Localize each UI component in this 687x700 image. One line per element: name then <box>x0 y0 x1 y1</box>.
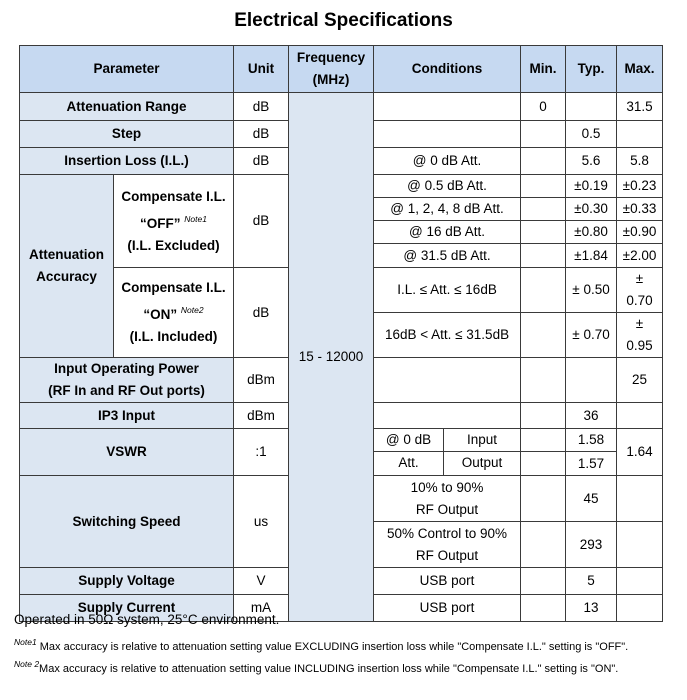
vswr-input-label: Input <box>467 432 498 447</box>
row-min <box>521 429 566 452</box>
row-param: Supply Voltage <box>20 568 234 595</box>
switching-cond1-line2: RF Output <box>415 501 479 517</box>
row-typ: 1.57 <box>566 452 617 476</box>
header-typ: Typ. <box>566 46 617 93</box>
row-min <box>521 522 566 568</box>
row-min <box>521 175 566 198</box>
frequency-value: 15 - 12000 <box>289 93 374 622</box>
row-min <box>521 313 566 358</box>
row-typ: 1.58 <box>566 429 617 452</box>
row-cond: @ 0.5 dB Att. <box>374 175 521 198</box>
row-unit: :1 <box>234 429 289 476</box>
row-typ <box>566 358 617 403</box>
row-unit: dB <box>234 268 289 358</box>
compensate-on-label <box>114 268 234 358</box>
row-param: Step <box>20 121 234 148</box>
compensate-off-line2-wrap <box>118 208 229 235</box>
row-typ: ± 0.50 <box>566 268 617 313</box>
row-cond <box>374 429 521 452</box>
row-max <box>617 595 663 622</box>
row-min <box>521 148 566 175</box>
header-frequency-line1: Frequency <box>296 50 366 65</box>
compensate-off-line3: (I.L. Excluded) <box>127 237 220 253</box>
row-cond: @ 0 dB Att. <box>374 148 521 175</box>
row-cond <box>374 93 521 121</box>
row-max: ±0.23 <box>617 175 663 198</box>
row-typ: ±0.80 <box>566 221 617 244</box>
row-param: IP3 Input <box>20 403 234 429</box>
row-cond <box>374 403 521 429</box>
footnote-1 <box>14 637 628 653</box>
row-cond <box>374 121 521 148</box>
row-cond: 16dB < Att. ≤ 31.5dB <box>374 313 521 358</box>
row-unit: dB <box>234 93 289 121</box>
switching-cond2-line2: RF Output <box>415 547 479 563</box>
row-min <box>521 476 566 522</box>
row-typ: ± 0.70 <box>566 313 617 358</box>
row-typ: 0.5 <box>566 121 617 148</box>
table-header-row <box>20 46 663 93</box>
row-max: ±0.90 <box>617 221 663 244</box>
row-max <box>617 476 663 522</box>
compensate-off-label <box>114 175 234 268</box>
att-accuracy-label <box>20 175 114 358</box>
row-typ: 293 <box>566 522 617 568</box>
row-typ: 45 <box>566 476 617 522</box>
row-param: Switching Speed <box>20 476 234 568</box>
note1-ref: Note1 <box>184 213 207 224</box>
compensate-off-line2: “OFF” <box>140 215 181 231</box>
row-typ: ±0.30 <box>566 198 617 221</box>
header-parameter: Parameter <box>20 46 234 93</box>
footnote-2-label: Note 2 <box>14 659 40 669</box>
row-typ: 13 <box>566 595 617 622</box>
header-frequency-line2: (MHz) <box>312 72 350 87</box>
row-param <box>20 358 234 403</box>
row-min <box>521 244 566 268</box>
row-param: Insertion Loss (I.L.) <box>20 148 234 175</box>
footnote-1-text: Max accuracy is relative to attenuation setting value EXCLUDING insertion loss while "Compensate I.L." setting is "OFF". <box>36 641 629 653</box>
row-cond: USB port <box>374 568 521 595</box>
row-param: Supply Current <box>20 595 234 622</box>
switching-cond2-line1: 50% Control to 90% <box>386 525 508 541</box>
row-max: 1.64 <box>617 429 663 476</box>
input-power-line1: Input Operating Power <box>54 361 199 376</box>
compensate-on-line3: (I.L. Included) <box>129 329 218 344</box>
row-unit: dB <box>234 148 289 175</box>
row-max <box>617 121 663 148</box>
row-param: VSWR <box>20 429 234 476</box>
row-max <box>617 403 663 429</box>
row-typ: ±1.84 <box>566 244 617 268</box>
note2-ref: Note2 <box>180 305 204 315</box>
row-min <box>521 403 566 429</box>
row-min <box>521 358 566 403</box>
footnote-1-label: Note1 <box>14 637 37 647</box>
header-max: Max. <box>617 46 663 93</box>
row-max: 25 <box>617 358 663 403</box>
row-typ: 36 <box>566 403 617 429</box>
switching-cond1-line1: 10% to 90% <box>410 479 484 495</box>
header-frequency <box>289 46 374 93</box>
row-max <box>617 568 663 595</box>
row-min <box>521 198 566 221</box>
row-unit: V <box>234 568 289 595</box>
compensate-on-line1: Compensate I.L. <box>121 280 226 295</box>
row-min: 0 <box>521 93 566 121</box>
row-cond <box>374 452 521 476</box>
header-unit: Unit <box>234 46 289 93</box>
vswr-cond-line1: @ 0 dB <box>374 429 444 451</box>
row-max: ± 0.95 <box>617 313 663 358</box>
row-unit: us <box>234 476 289 568</box>
row-typ: ±0.19 <box>566 175 617 198</box>
row-cond: I.L. ≤ Att. ≤ 16dB <box>374 268 521 313</box>
att-accuracy-line2: Accuracy <box>36 269 97 284</box>
row-max: ±0.33 <box>617 198 663 221</box>
row-cond: USB port <box>374 595 521 622</box>
header-min: Min. <box>521 46 566 93</box>
row-min <box>521 595 566 622</box>
row-unit: dBm <box>234 358 289 403</box>
row-cond <box>374 358 521 403</box>
att-accuracy-line1: Attenuation <box>29 247 104 262</box>
row-param: Attenuation Range <box>20 93 234 121</box>
row-unit: mA <box>234 595 289 622</box>
row-cond: @ 31.5 dB Att. <box>374 244 521 268</box>
row-typ: 5.6 <box>566 148 617 175</box>
row-unit: dB <box>234 121 289 148</box>
vswr-cond-line2: Att. <box>374 452 444 475</box>
row-unit: dBm <box>234 403 289 429</box>
row-cond: @ 1, 2, 4, 8 dB Att. <box>374 198 521 221</box>
row-max: 31.5 <box>617 93 663 121</box>
footnote-2 <box>14 659 618 675</box>
compensate-off-line1: Compensate I.L. <box>121 188 226 204</box>
row-cond <box>374 522 521 568</box>
row-cond: @ 16 dB Att. <box>374 221 521 244</box>
row-min <box>521 121 566 148</box>
row-max <box>617 522 663 568</box>
spec-table <box>19 45 663 622</box>
row-unit: dB <box>234 175 289 268</box>
footnote-2-text: Max accuracy is relative to attenuation setting value INCLUDING insertion loss while "Compensate I.L." setting is "ON". <box>39 663 619 675</box>
row-max: ± 0.70 <box>617 268 663 313</box>
compensate-on-line2-wrap <box>118 299 229 326</box>
row-min <box>521 452 566 476</box>
input-power-line2: (RF In and RF Out ports) <box>48 383 205 398</box>
table-row <box>20 93 663 121</box>
operating-conditions-note: Operated in 50Ω system, 25°C environment. <box>14 612 280 627</box>
row-typ <box>566 93 617 121</box>
compensate-on-line2: “ON” <box>143 307 178 322</box>
row-min <box>521 221 566 244</box>
page-title: Electrical Specifications <box>234 10 453 31</box>
row-cond <box>374 476 521 522</box>
vswr-output-label: Output <box>461 455 503 470</box>
row-min <box>521 268 566 313</box>
row-max: ±2.00 <box>617 244 663 268</box>
row-min <box>521 568 566 595</box>
row-max: 5.8 <box>617 148 663 175</box>
row-typ: 5 <box>566 568 617 595</box>
header-conditions: Conditions <box>374 46 521 93</box>
